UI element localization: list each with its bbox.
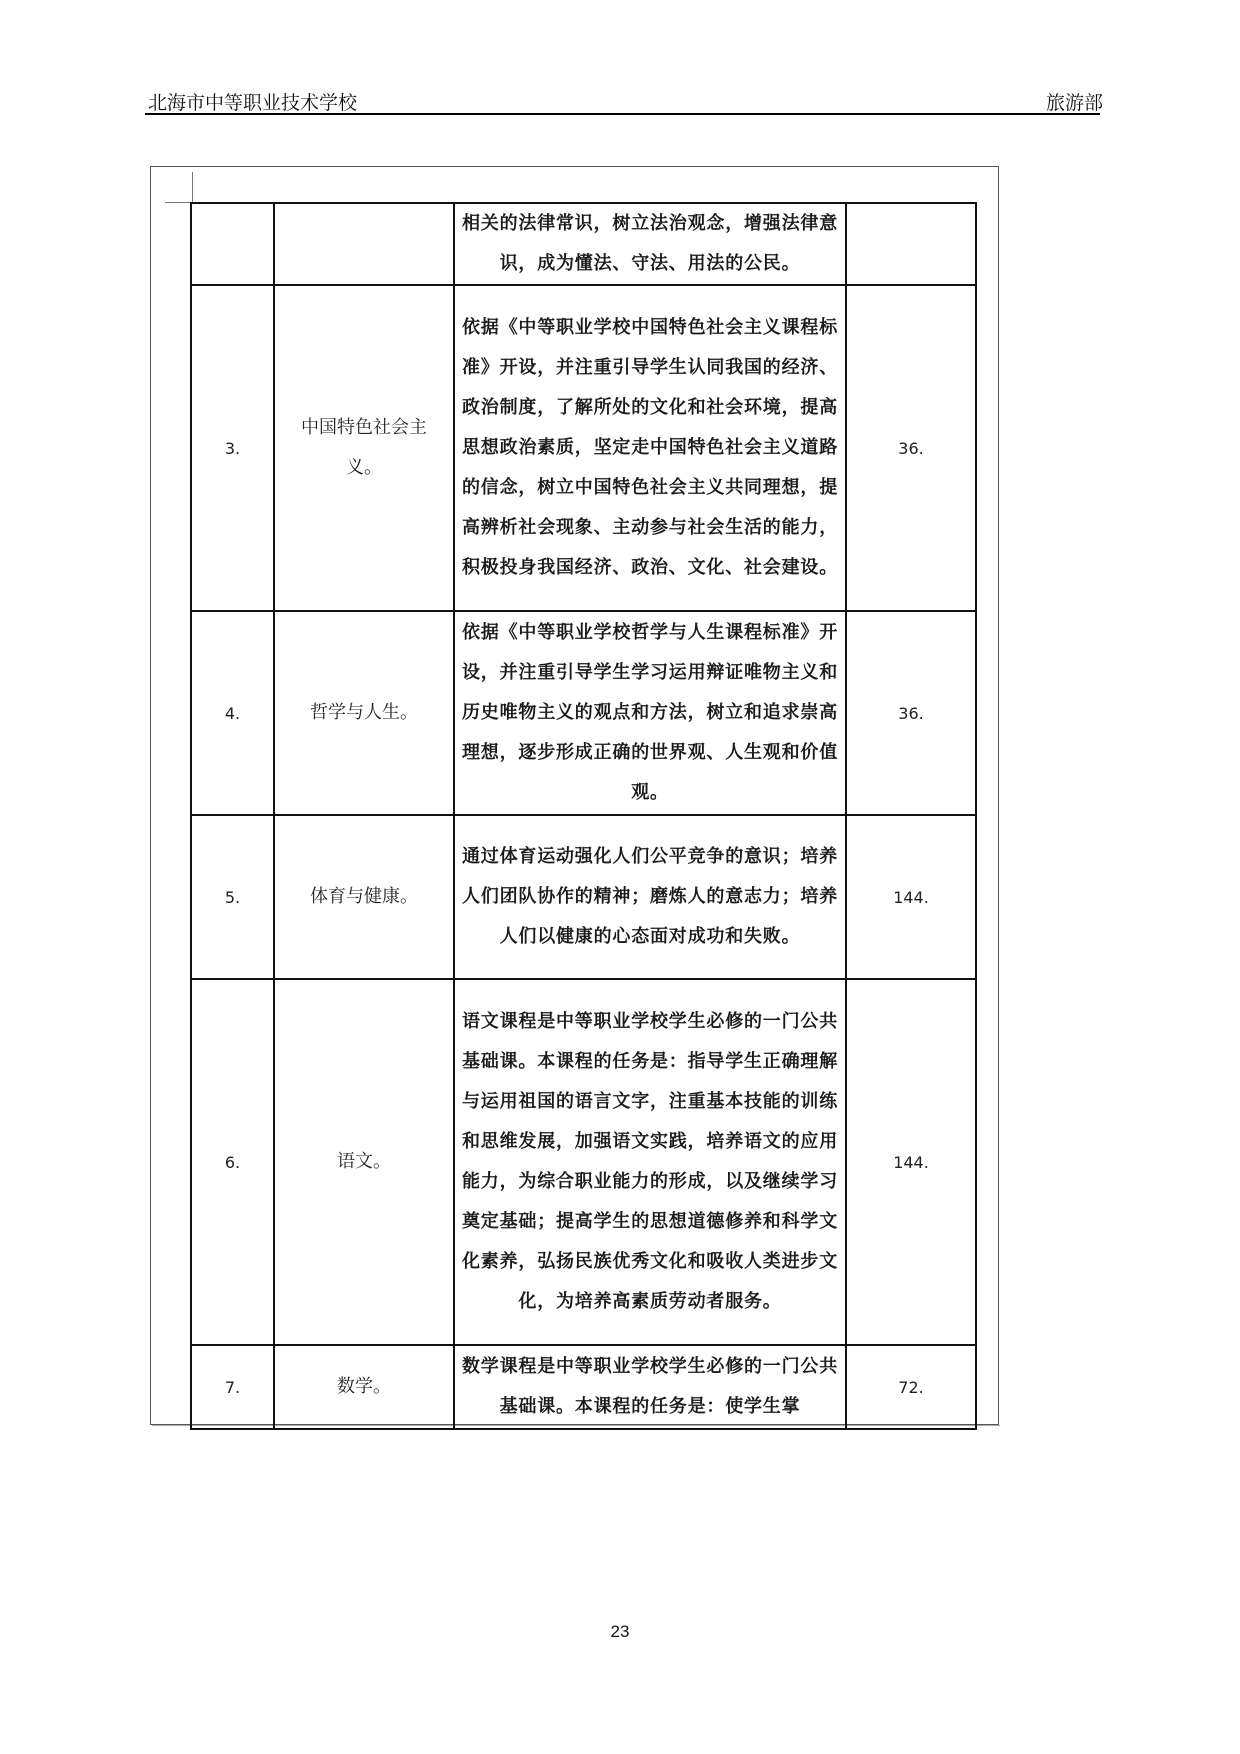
header-rule xyxy=(145,113,1100,115)
course-description: 语文课程是中等职业学校学生必修的一门公共基础课。本课程的任务是：指导学生正确理解与运用祖国的语言文字，注重基本技能的训练和思维发展，加强语文实践，培养语文的应用能力，为综合职业能力的形成，以及继续学习奠定基础；提高学生的思想道德修养和科学文化素养，弘扬民族优秀文化和吸收人类进步文化，为培养高素质劳动者服务。 xyxy=(454,979,846,1345)
course-name xyxy=(274,203,454,285)
row-number xyxy=(191,203,274,285)
crop-mark-vertical xyxy=(192,172,193,202)
course-description: 数学课程是中等职业学校学生必修的一门公共基础课。本课程的任务是：使学生掌 xyxy=(454,1345,846,1429)
course-hours: 36. xyxy=(846,611,976,815)
table-row xyxy=(191,203,976,285)
row-number: 6. xyxy=(191,979,274,1345)
header-department: 旅游部 xyxy=(1045,92,1103,114)
course-description: 依据《中等职业学校中国特色社会主义课程标准》开设，并注重引导学生认同我国的经济、政治制度，了解所处的文化和社会环境，提高思想政治素质，坚定走中国特色社会主义道路的信念，树立中国特色社会主义共同理想，提高辨析社会现象、主动参与社会生活的能力，积极投身我国经济、政治、文化、社会建设。 xyxy=(454,285,846,611)
table-row xyxy=(191,979,976,1345)
course-hours: 144. xyxy=(846,815,976,979)
table-row xyxy=(191,285,976,611)
page-number: 23 xyxy=(610,1622,630,1641)
course-name: 哲学与人生。 xyxy=(274,611,454,815)
table-row xyxy=(191,815,976,979)
row-number: 5. xyxy=(191,815,274,979)
course-name: 语文。 xyxy=(274,979,454,1345)
table-row xyxy=(191,1345,976,1429)
row-number: 3. xyxy=(191,285,274,611)
course-hours: 72. xyxy=(846,1345,976,1429)
course-description: 通过体育运动强化人们公平竞争的意识；培养人们团队协作的精神；磨炼人的意志力；培养人们以健康的心态面对成功和失败。 xyxy=(454,815,846,979)
row-number: 4. xyxy=(191,611,274,815)
course-hours: 36. xyxy=(846,285,976,611)
row-number: 7. xyxy=(191,1345,274,1429)
course-name: 中国特色社会主义。 xyxy=(274,285,454,611)
crop-mark-horizontal xyxy=(165,202,192,203)
course-table xyxy=(190,202,977,1430)
course-name: 体育与健康。 xyxy=(274,815,454,979)
course-description: 相关的法律常识，树立法治观念，增强法律意识，成为懂法、守法、用法的公民。 xyxy=(454,203,846,285)
course-hours: 144. xyxy=(846,979,976,1345)
table-row xyxy=(191,611,976,815)
course-name: 数学。 xyxy=(274,1345,454,1429)
course-description: 依据《中等职业学校哲学与人生课程标准》开设，并注重引导学生学习运用辩证唯物主义和历史唯物主义的观点和方法，树立和追求崇高理想，逐步形成正确的世界观、人生观和价值观。 xyxy=(454,611,846,815)
course-hours xyxy=(846,203,976,285)
header-school: 北海市中等职业技术学校 xyxy=(148,92,358,114)
